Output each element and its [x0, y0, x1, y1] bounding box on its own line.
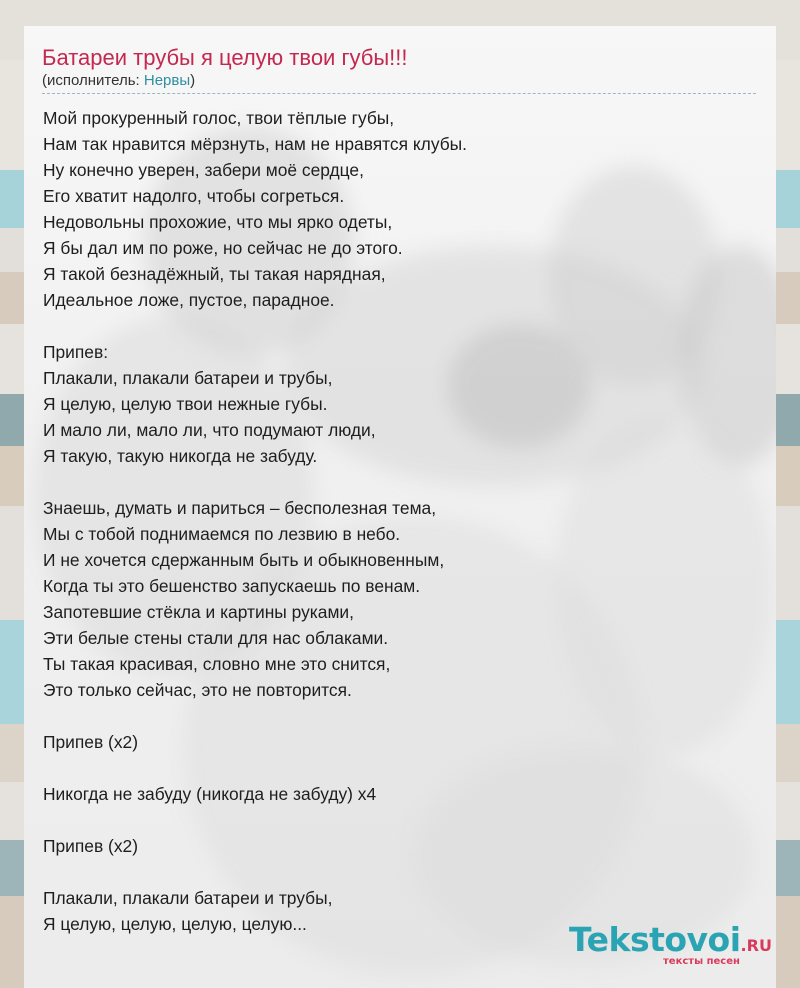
lyric-line: Плакали, плакали батареи и трубы,: [43, 888, 333, 908]
site-logo[interactable]: [569, 920, 772, 967]
lyric-line: Я бы дал им по роже, но сейчас не до этого.: [43, 238, 403, 258]
lyric-line: Недовольны прохожие, что мы ярко одеты,: [43, 212, 393, 232]
lyric-line: Знаешь, думать и париться – бесполезная тема,: [43, 498, 437, 518]
stanza-gap: [43, 703, 743, 729]
lyric-line: Эти белые стены стали для нас облаками.: [43, 628, 389, 648]
artist-suffix: ): [190, 72, 196, 89]
stanza-gap: [43, 859, 743, 885]
dashed-divider: [42, 93, 756, 94]
lyric-line: И мало ли, мало ли, что подумают люди,: [43, 420, 376, 440]
lyric-line: Это только сейчас, это не повторится.: [43, 680, 352, 700]
logo-tagline: тексты песен: [663, 956, 740, 967]
lyric-line: Я такую, такую никогда не забуду.: [43, 446, 318, 466]
lyric-line: Нам так нравится мёрзнуть, нам не нравятся клубы.: [43, 134, 468, 154]
lyric-line: Мы с тобой поднимаемся по лезвию в небо.: [43, 524, 401, 544]
stanza-gap: [43, 807, 743, 833]
lyric-line: Плакали, плакали батареи и трубы,: [43, 368, 333, 388]
lyric-line: Когда ты это бешенство запускаешь по венам.: [43, 576, 421, 596]
lyrics-card: [24, 26, 776, 988]
stanza-gap: [43, 313, 743, 339]
artist-prefix: (исполнитель:: [42, 72, 144, 89]
song-title: Батареи трубы я целую твои губы!!!: [42, 45, 408, 70]
lyric-line: Припев:: [43, 342, 109, 362]
lyric-line: Припев (x2): [43, 836, 138, 856]
lyric-line: И не хочется сдержанным быть и обыкновенным,: [43, 550, 445, 570]
artist-line: [42, 72, 195, 89]
lyrics-text: [43, 105, 743, 937]
lyric-line: Запотевшие стёкла и картины руками,: [43, 602, 354, 622]
stanza-gap: [43, 755, 743, 781]
lyric-line: Я такой безнадёжный, ты такая нарядная,: [43, 264, 386, 284]
artist-link[interactable]: Нервы: [143, 72, 191, 89]
lyric-line: Я целую, целую, целую, целую...: [43, 914, 307, 934]
lyric-line: Мой прокуренный голос, твои тёплые губы,: [43, 108, 395, 128]
logo-domain: .RU: [740, 936, 772, 955]
lyric-line: Я целую, целую твои нежные губы.: [43, 394, 328, 414]
logo-wordmark: Tekstovoi: [569, 920, 741, 959]
lyric-line: Его хватит надолго, чтобы согреться.: [43, 186, 345, 206]
lyric-line: Ну конечно уверен, забери моё сердце,: [43, 160, 364, 180]
stanza-gap: [43, 469, 743, 495]
lyric-line: Ты такая красивая, словно мне это снится,: [43, 654, 391, 674]
lyric-line: Никогда не забуду (никогда не забуду) x4: [43, 784, 377, 804]
lyric-line: Припев (x2): [43, 732, 138, 752]
lyric-line: Идеальное ложе, пустое, парадное.: [43, 290, 335, 310]
